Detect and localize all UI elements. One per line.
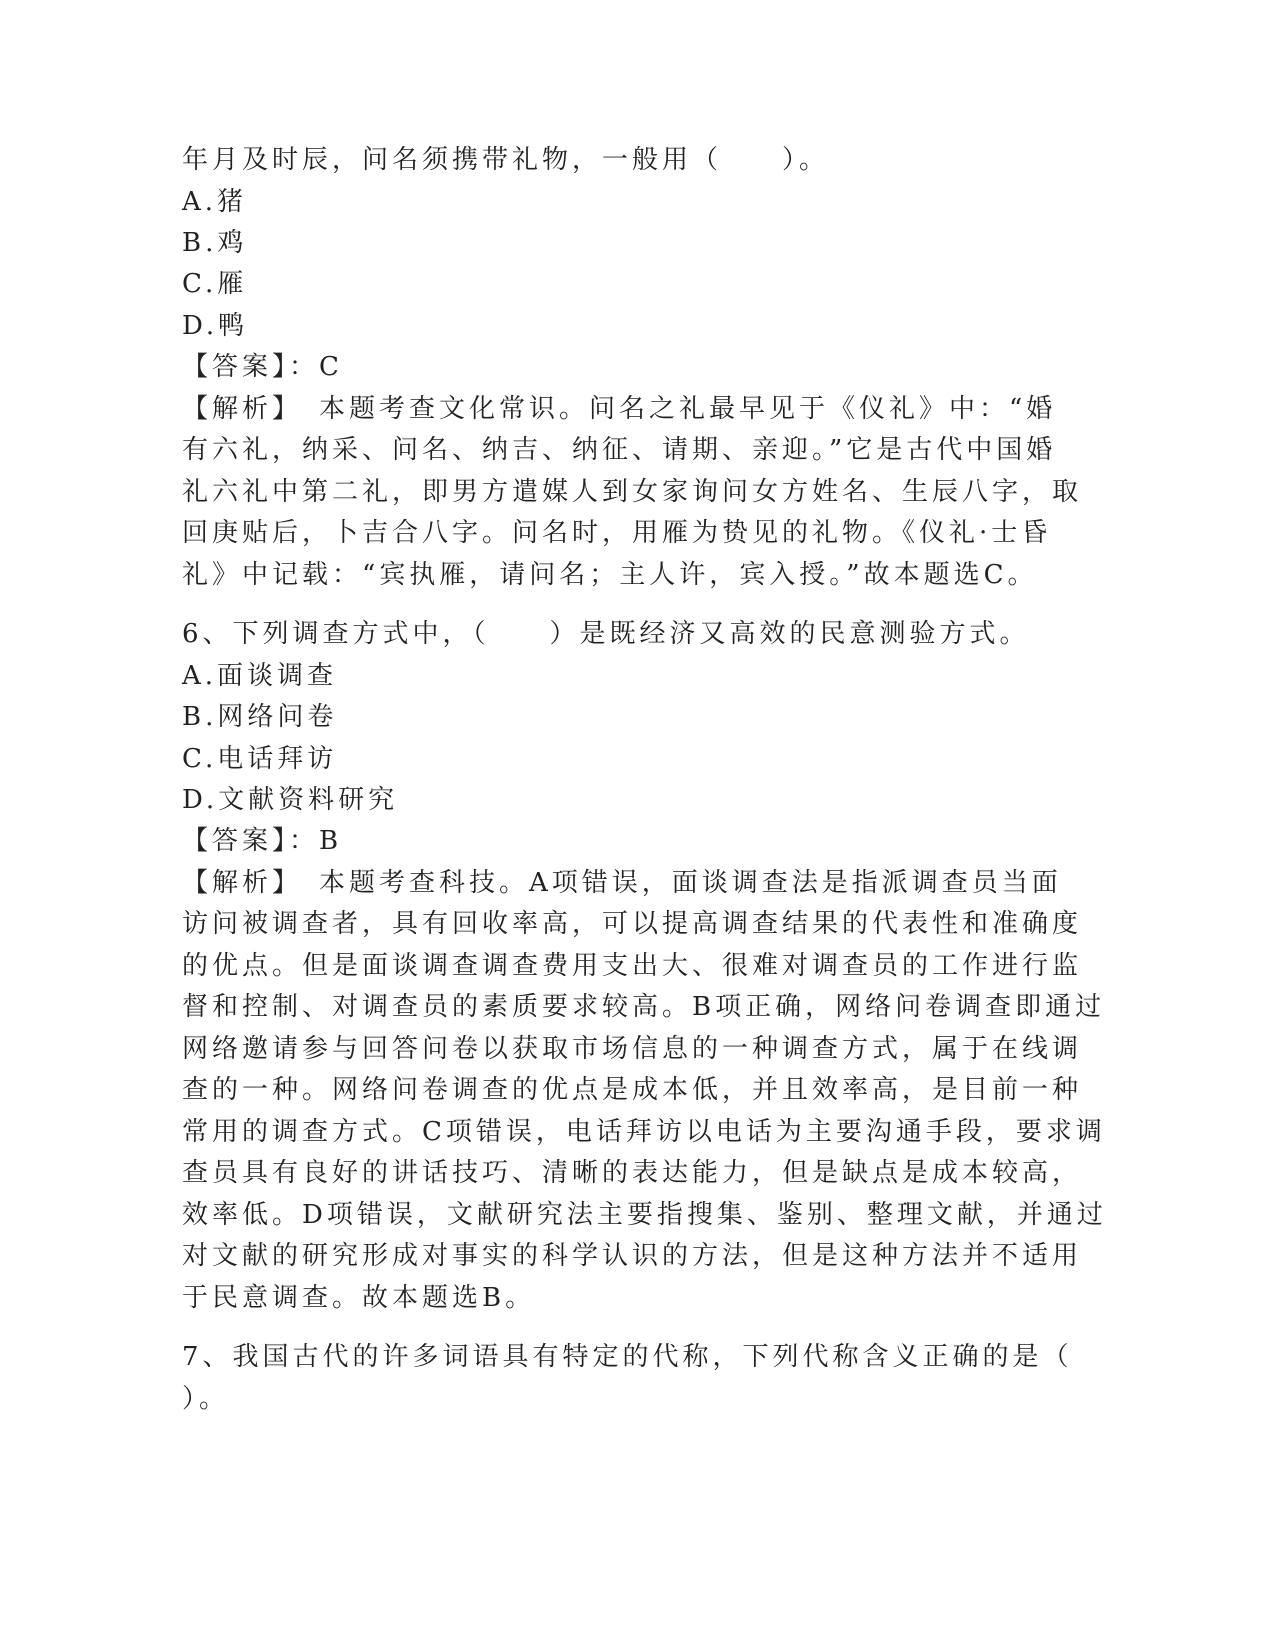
question-5-option-d: D.鸭 (182, 311, 249, 341)
question-6-option-a: A.面谈调查 (182, 661, 338, 691)
question-6-stem: 6、下列调查方式中，（ ）是既经济又高效的民意测验方式。 (182, 619, 1030, 649)
question-6-analysis-line: 督和控制、对调查员的素质要求较高。B项正确，网络问卷调查即通过 (182, 992, 1106, 1022)
question-6-analysis-line: 对文献的研究形成对事实的科学认识的方法，但是这种方法并不适用 (182, 1241, 1083, 1271)
question-6-analysis-line: 查员具有良好的讲话技巧、清晰的表达能力，但是缺点是成本较高， (182, 1158, 1083, 1188)
question-5-stem: 年月及时辰，问名须携带礼物，一般用（ ）。 (182, 145, 830, 175)
question-6-analysis-line: 网络邀请参与回答问卷以获取市场信息的一种调查方式，属于在线调 (182, 1034, 1083, 1064)
question-6-option-d: D.文献资料研究 (182, 785, 399, 815)
question-6-analysis-line: 【解析】 本题考查科技。A项错误，面谈调查法是指派调查员当面 (182, 868, 1062, 898)
question-5-option-c: C.雁 (182, 269, 248, 299)
question-5-answer: 【答案】：C (182, 352, 343, 382)
question-6-analysis-line: 效率低。D项错误，文献研究法主要指搜集、鉴别、整理文献，并通过 (182, 1200, 1107, 1230)
question-7-stem: ）。 (182, 1384, 230, 1414)
question-6-option-c: C.电话拜访 (182, 744, 338, 774)
question-6-analysis-line: 于民意调查。故本题选B。 (182, 1283, 536, 1313)
question-5-analysis-line: 礼》中记载：“宾执雁，请问名；主人许，宾入授。”故本题选C。 (182, 560, 1038, 590)
question-5-option-a: A.猪 (182, 187, 248, 217)
question-6-analysis-line: 查的一种。网络问卷调查的优点是成本低，并且效率高，是目前一种 (182, 1075, 1083, 1105)
question-6-analysis-line: 常用的调查方式。C项错误，电话拜访以电话为主要沟通手段，要求调 (182, 1117, 1106, 1147)
question-5-analysis-line: 有六礼，纳采、问名、纳吉、纳征、请期、亲迎。”它是古代中国婚 (182, 435, 1057, 465)
question-7-stem: 7、我国古代的许多词语具有特定的代称，下列代称含义正确的是（ (182, 1342, 1073, 1372)
question-5-option-b: B.鸡 (182, 228, 248, 258)
question-6-option-b: B.网络问卷 (182, 702, 338, 732)
question-5-analysis-line: 礼六礼中第二礼，即男方遣媒人到女家询问女方姓名、生辰八字，取 (182, 477, 1083, 507)
question-5-analysis-line: 【解析】 本题考查文化常识。问名之礼最早见于《仪礼》中：“婚 (182, 394, 1057, 424)
question-5-analysis-line: 回庚贴后，卜吉合八字。问名时，用雁为贽见的礼物。《仪礼·士昏 (182, 518, 1052, 548)
question-6-analysis-line: 的优点。但是面谈调查调查费用支出大、很难对调查员的工作进行监 (182, 951, 1083, 981)
question-6-analysis-line: 访问被调查者，具有回收率高，可以提高调查结果的代表性和准确度 (182, 909, 1083, 939)
question-6-answer: 【答案】：B (182, 826, 343, 856)
